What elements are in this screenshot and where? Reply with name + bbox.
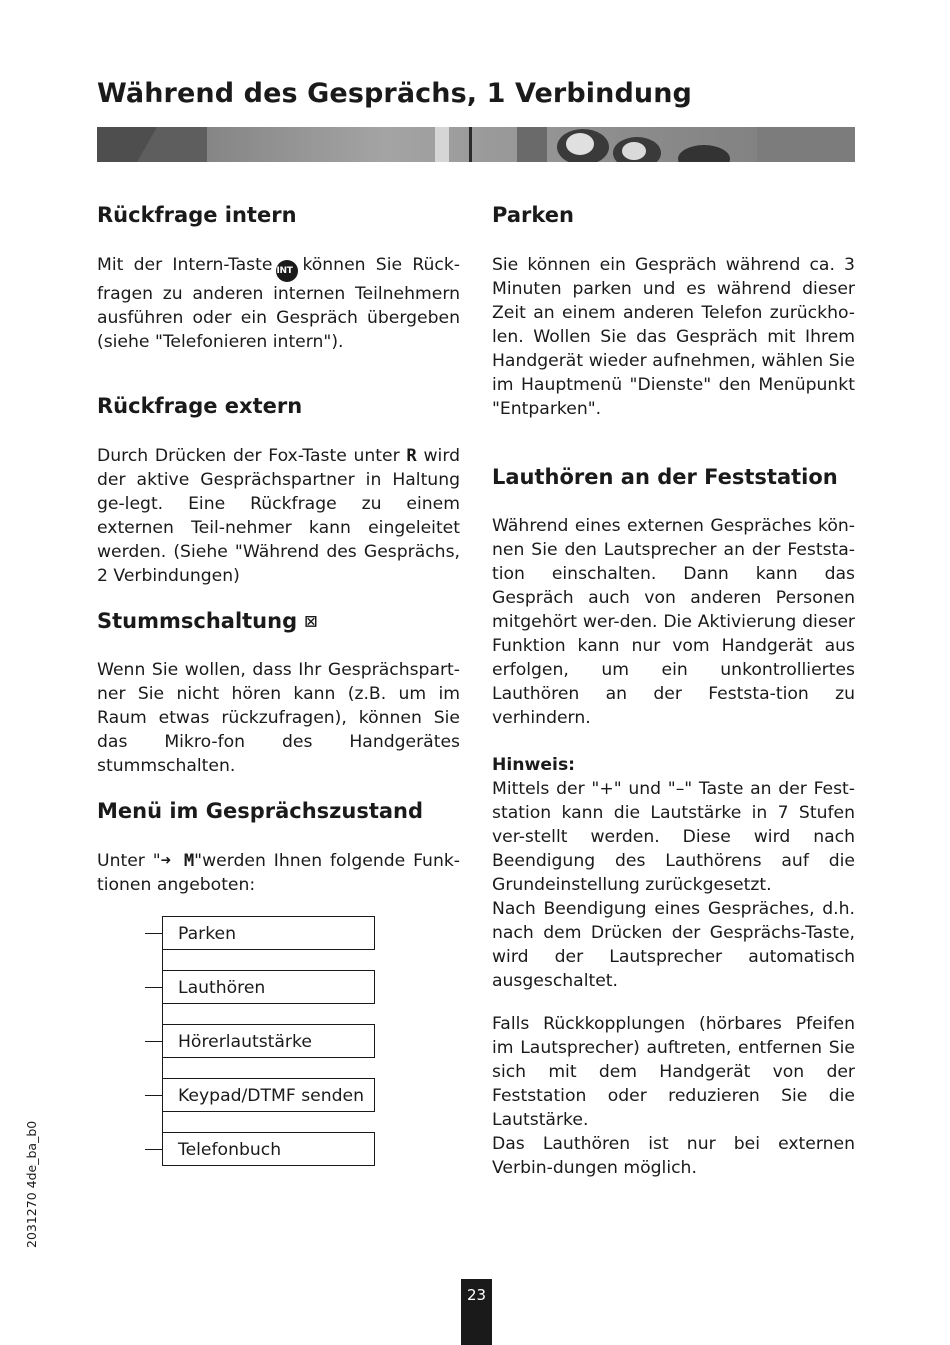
tree-tick [145, 1095, 162, 1096]
paragraph-lauthoeren [492, 514, 855, 730]
parken-text: Sie können ein Gespräch während ca. 3 Minuten parken und es während dieser Zeit an einem anderen Telefon zurückho-len. Wollen Sie das Gespräch mit Ihrem Handgerät wieder aufnehmen, wählen Sie im Hauptmenü "Dienste" den Menüpunkt "Entparken". [492, 255, 855, 419]
heading-stummschaltung-text: Stummschaltung [97, 609, 298, 633]
heading-stummschaltung [97, 609, 460, 633]
tree-tick [145, 1149, 162, 1150]
tree-tick [145, 987, 162, 988]
hinweis-text-2: Nach Beendigung eines Gespräches, d.h. nach dem Drücken der Gesprächs-Taste, wird der Lautsprecher automatisch ausgeschaltet. [492, 899, 855, 991]
hinweis-label: Hinweis: [492, 755, 576, 775]
menu-item-label: Lauthören [162, 970, 375, 1004]
paragraph-stummschaltung [97, 658, 460, 778]
paragraph-parken [492, 253, 855, 421]
phone-keypad-photo [97, 127, 855, 162]
mute-icon: ⊠ [304, 609, 318, 633]
document-code: 2031270 4de_ba_b0 [24, 1120, 39, 1248]
heading-parken: Parken [492, 203, 574, 227]
hinweis-block [492, 753, 855, 1180]
text-before-glyph: Unter " [97, 851, 161, 871]
menu-item-label: Telefonbuch [162, 1132, 375, 1166]
heading-rueckfrage-extern: Rückfrage extern [97, 394, 303, 418]
menu-tree [145, 916, 385, 1176]
hinweis-text-4: Das Lauthören ist nur bei externen Verbin-dungen möglich. [492, 1134, 855, 1178]
tree-tick [145, 933, 162, 934]
text-before-icon: Mit der Intern-Taste [97, 255, 273, 275]
menu-item-label: Hörerlautstärke [162, 1024, 375, 1058]
heading-rueckfrage-intern: Rückfrage intern [97, 203, 297, 227]
int-key-icon: INT [276, 260, 298, 282]
menu-item-label: Parken [162, 916, 375, 950]
paragraph-rueckfrage-extern [97, 444, 460, 588]
text-after-icon: können Sie Rück-fragen zu anderen internen Teilnehmern ausführen oder ein Gespräch übergeben (siehe "Telefonieren intern"). [97, 255, 460, 352]
page-number: 23 [461, 1279, 492, 1345]
hinweis-text-3: Falls Rückkopplungen (hörbares Pfeifen im Lautsprecher) auftreten, entfernen Sie sich mit dem Handgerät von der Feststation oder reduzieren Sie die Lautstärke. [492, 1014, 855, 1130]
heading-menue: Menü im Gesprächszustand [97, 799, 424, 823]
stummschaltung-text: Wenn Sie wollen, dass Ihr Gesprächspart-ner Sie nicht hören kann (z.B. um im Raum etwas rückzufragen), können Sie das Mikro-fon des Handgerätes stummschalten. [97, 660, 460, 776]
text-after-glyph: "werden Ihnen folgende Funk-tionen angeboten: [97, 851, 460, 895]
text-before-glyph: Durch Drücken der Fox-Taste unter [97, 446, 400, 466]
lauthoeren-text: Während eines externen Gespräches kön-nen Sie den Lautsprecher an der Feststa-tion einschalten. Dann kann das Gespräch auch von anderen Personen mitgehört wer-den. Die Aktivierung dieser Funktion kann nur vom Handgerät aus erfolgen, um ein unkontrolliertes Lauthören an der Feststa-tion zu verhindern. [492, 516, 855, 728]
paragraph-menue [97, 849, 460, 897]
arrow-menu-icon: ➜ M [160, 851, 195, 871]
text-after-glyph: wird der aktive Gesprächspartner in Haltung ge-legt. Eine Rückfrage zu einem externen Teil-nehmer kann eingeleitet werden. (Siehe "Während des Gesprächs, 2 Verbindungen) [97, 446, 460, 586]
header-photo-banner [97, 127, 855, 162]
hinweis-text-1: Mittels der "+" und "–" Taste an der Fest-station kann die Lautstärke in 7 Stufen ver-stellt werden. Diese wird nach Beendigung des Lauthörens auf die Grundeinstellung zurückgesetzt. [492, 779, 855, 895]
tree-tick [145, 1041, 162, 1042]
page-title: Während des Gesprächs, 1 Verbindung [97, 78, 692, 109]
paragraph-rueckfrage-intern [97, 253, 460, 354]
heading-lauthoeren: Lauthören an der Feststation [492, 465, 838, 489]
menu-item-label: Keypad/DTMF senden [162, 1078, 375, 1112]
r-softkey-icon: R [406, 446, 417, 466]
